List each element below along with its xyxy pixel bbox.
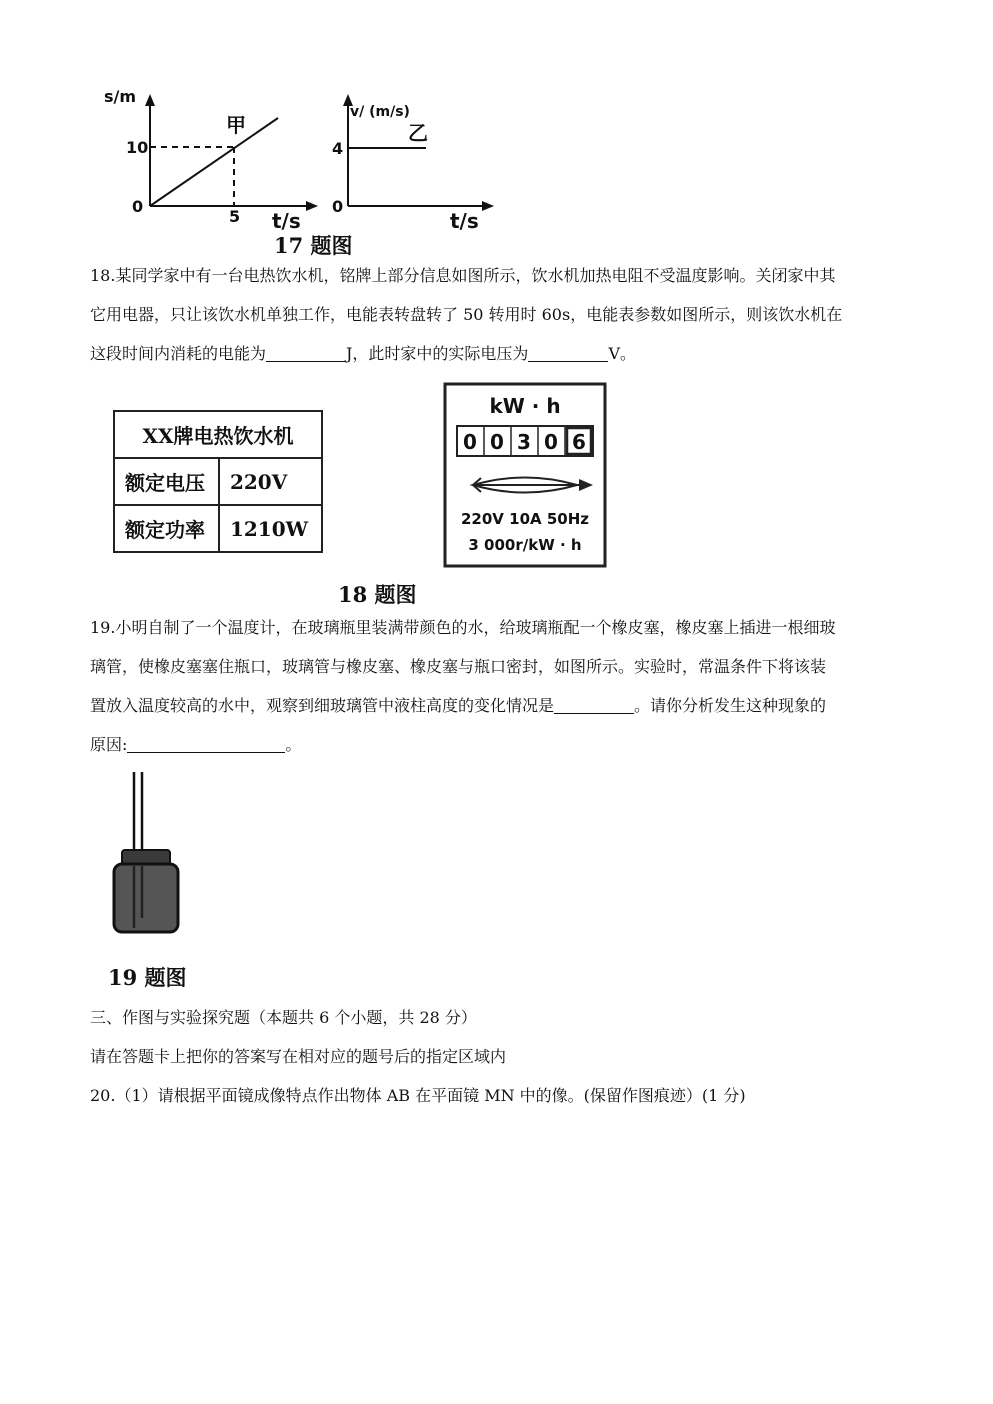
meter-digit: 3 [517,430,531,454]
question-19 [90,608,910,764]
section-3 [90,998,910,1115]
q18-line-3: 这段时间内消耗的电能为 J，此时家中的实际电压为 V。 [90,344,636,363]
meter-digit-boxes [457,426,593,456]
q19-line-3: 置放入温度较高的水中，观察到细玻璃管中液柱高度的变化情况是 。请你分析发生这种现象的 [90,696,827,715]
figure-18-caption: 18 题图 [338,582,417,607]
graph-jia [104,87,318,233]
section-3-instruction: 请在答题卡上把你的答案写在相对应的题号后的指定区域内 [90,1047,507,1066]
thermometer-bottle-figure [108,768,188,938]
q19-change-answer-blank[interactable] [554,695,634,714]
meter-digit: 0 [544,430,558,454]
section-3-title: 三、作图与实验探究题（本题共 6 个小题，共 28 分） [90,1008,477,1027]
graph-yi-origin: 0 [332,197,344,216]
meter-spec-rating: 220V 10A 50Hz [460,510,590,528]
graph-jia-line-label: 甲 [226,113,246,137]
electric-meter [443,382,607,568]
graph-yi [332,94,494,233]
graph-yi-x-axis-label: t/s [450,209,479,233]
q20-line-1: 20.（1）请根据平面镜成像特点作出物体 AB 在平面镜 MN 中的像。(保留作图痕迹）(1 分) [90,1086,746,1105]
meter-digit: 0 [490,430,504,454]
q18-line-2: 它用电器，只让该饮水机单独工作，电能表转盘转了 50 转用时 60s，电能表参数如图所示，则该饮水机在 [90,305,843,324]
figure-17-caption: 17 题图 [274,233,353,258]
meter-spec-revolutions: 3 000r/kW · h [468,536,582,554]
meter-digit: 0 [463,430,477,454]
q18-energy-answer-blank[interactable] [266,343,346,362]
q19-line-4: 原因: 。 [90,735,302,754]
nameplate-title: XX牌电热饮水机 [114,411,322,458]
nameplate-row-value: 220V [219,458,322,505]
meter-digit: 6 [572,430,586,454]
q19-line-2: 璃管，使橡皮塞塞住瓶口，玻璃管与橡皮塞、橡皮塞与瓶口密封，如图所示。实验时，常温条件下将该装 [90,657,827,676]
graph-yi-y-tick: 4 [332,139,344,158]
nameplate-table [113,410,323,553]
q19-reason-answer-blank[interactable] [127,734,285,753]
graph-jia-x-tick: 5 [229,207,241,226]
nameplate-row-label: 额定功率 [114,505,219,552]
question-18 [90,256,910,373]
graph-yi-line-label: 乙 [408,121,428,145]
nameplate-row-value: 1210W [219,505,322,552]
q19-line-1: 19.小明自制了一个温度计，在玻璃瓶里装满带颜色的水，给玻璃瓶配一个橡皮塞，橡皮塞上插进一根细玻 [90,618,836,637]
meter-unit: kW · h [489,394,561,418]
graph-yi-y-axis-label: v/ (m/s) [350,104,410,120]
graph-jia-origin: 0 [132,197,144,216]
q18-line-1: 18.某同学家中有一台电热饮水机，铭牌上部分信息如图所示，饮水机加热电阻不受温度影响。关闭家中其 [90,266,836,285]
figure-19-caption: 19 题图 [108,965,187,990]
graph-jia-y-axis-label: s/m [104,87,137,106]
q18-voltage-answer-blank[interactable] [528,343,608,362]
graph-jia-x-axis-label: t/s [272,209,301,233]
nameplate-row-label: 额定电压 [114,458,219,505]
graph-jia-y-tick: 10 [126,138,149,157]
